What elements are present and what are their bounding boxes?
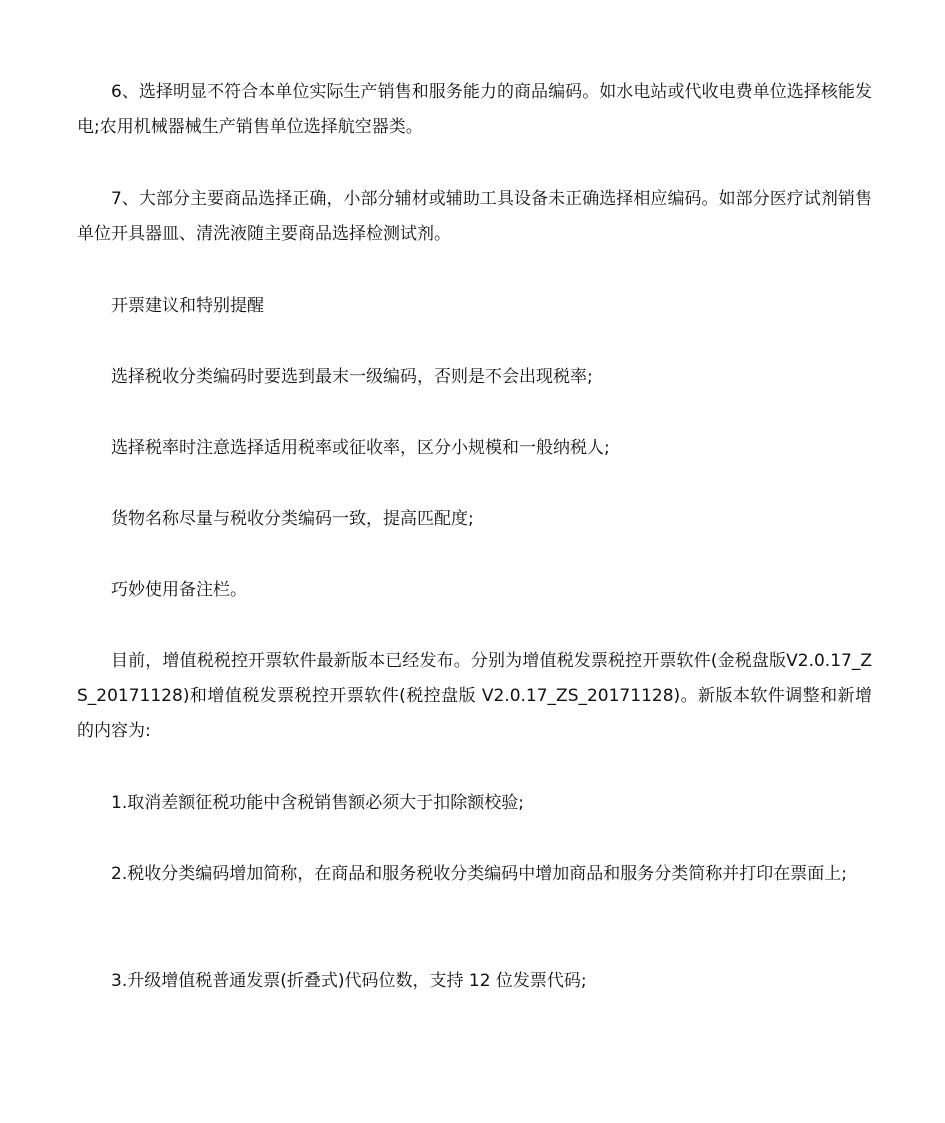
advice-item-3: 货物名称尽量与税收分类编码一致，提高匹配度; [111, 509, 474, 529]
advice-item-2: 选择税率时注意选择适用税率或征收率，区分小规模和一般纳税人; [111, 438, 610, 458]
paragraph-item-7: 7、大部分主要商品选择正确，小部分辅材或辅助工具设备未正确选择相应编码。如部分医疗试剂销售单位开具器皿、清洗液随主要商品选择检测试剂。 [77, 189, 872, 244]
advice-item-4: 巧妙使用备注栏。 [111, 580, 247, 600]
paragraph-item-6: 6、选择明显不符合本单位实际生产销售和服务能力的商品编码。如水电站或代收电费单位选择核能发电;农用机械器械生产销售单位选择航空器类。 [77, 82, 872, 137]
advice-item-1: 选择税收分类编码时要选到最末一级编码，否则是不会出现税率; [111, 367, 593, 387]
section-heading: 开票建议和特别提醒 [111, 296, 264, 316]
update-item-1: 1.取消差额征税功能中含税销售额必须大于扣除额校验; [111, 793, 524, 813]
software-update-paragraph: 目前，增值税税控开票软件最新版本已经发布。分别为增值税发票税控开票软件(金税盘版V2.0.17_ZS_20171128)和增值税发票税控开票软件(税控盘版 V2.0.17_ZS_20171128)。新版本软件调整和新增的内容为: [77, 651, 872, 741]
update-item-2: 2.税收分类编码增加简称，在商品和服务税收分类编码中增加商品和服务分类简称并打印在票面上; [111, 864, 847, 884]
update-item-3: 3.升级增值税普通发票(折叠式)代码位数，支持 12 位发票代码; [111, 971, 587, 991]
